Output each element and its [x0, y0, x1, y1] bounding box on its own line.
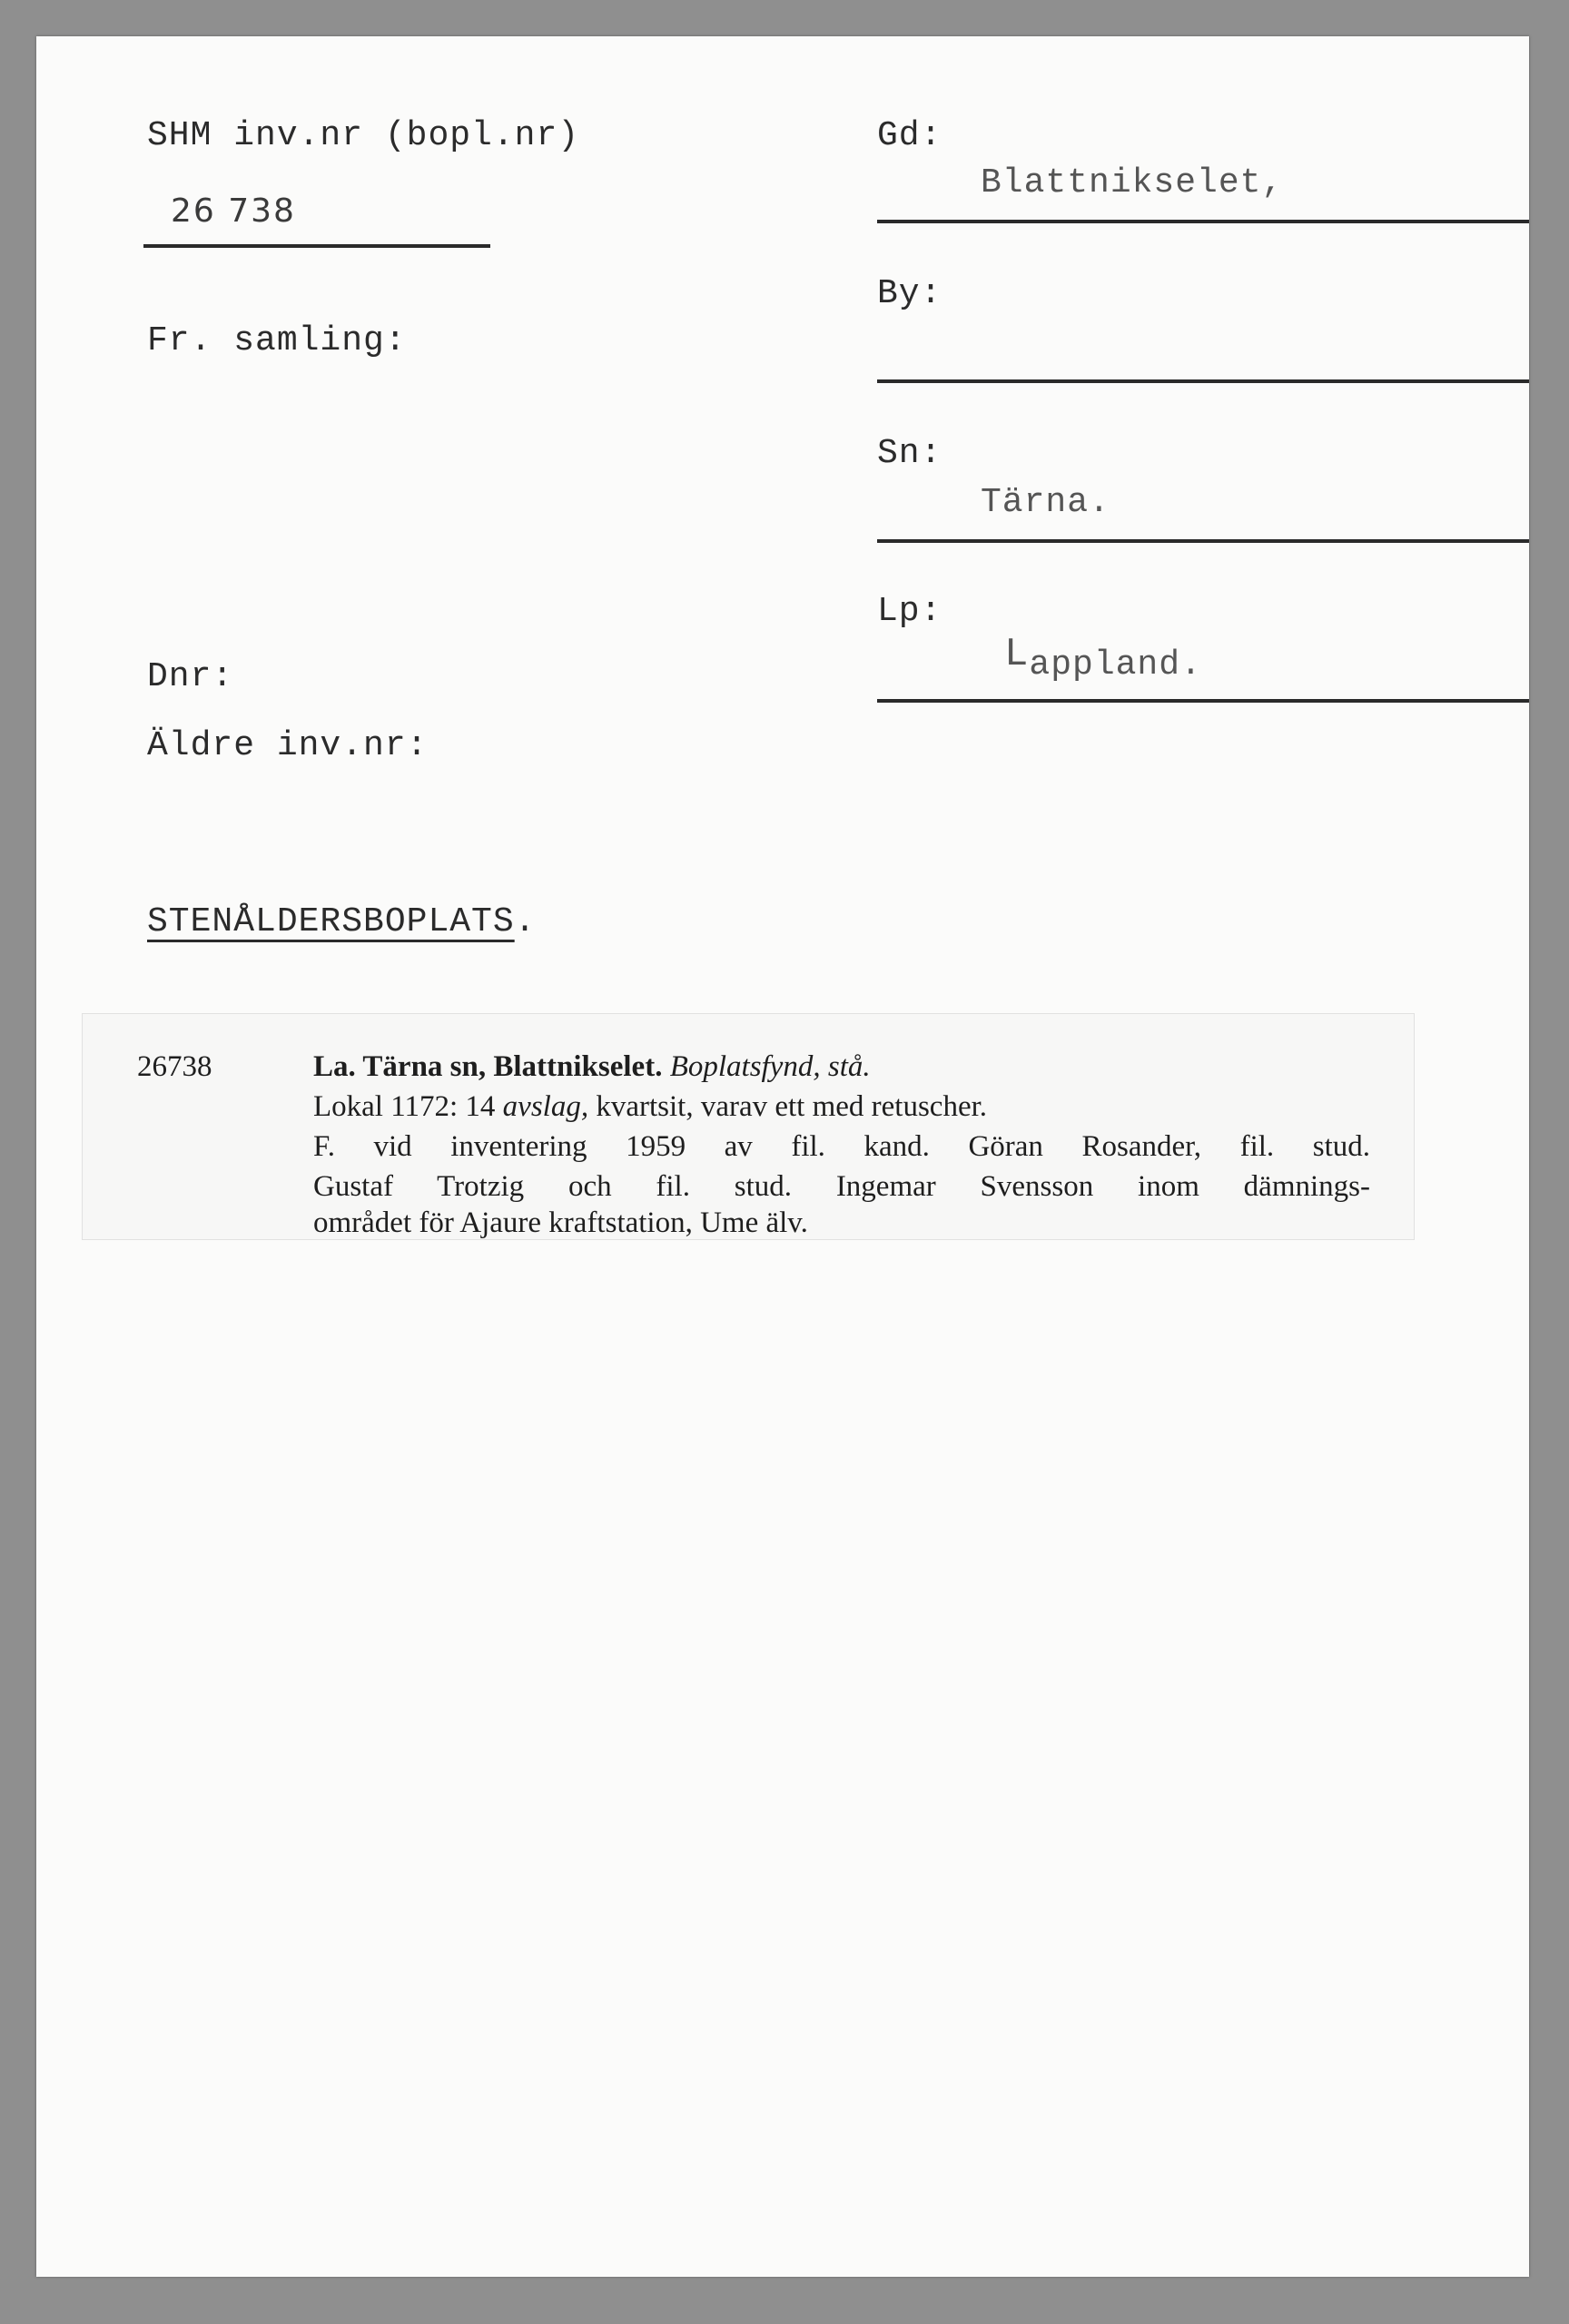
- dnr-label: Dnr:: [147, 657, 234, 696]
- inv-nr-label: SHM inv.nr (bopl.nr): [147, 116, 580, 155]
- slip-type: Boplatsfynd, stå.: [669, 1050, 871, 1083]
- lp-value: [1004, 632, 1202, 686]
- heading-period: .: [514, 902, 537, 941]
- sn-label: Sn:: [877, 434, 942, 473]
- gd-value: Blattnikselet,: [981, 163, 1284, 202]
- heading: [147, 902, 536, 941]
- slip-line-3: F. vid inventering 1959 av fil. kand. Göran Rosander, fil. stud.: [313, 1130, 1370, 1163]
- catalog-card: [36, 36, 1529, 2277]
- sn-rule: [877, 539, 1529, 543]
- by-rule: [877, 379, 1529, 383]
- lp-value-initial: L: [1004, 632, 1030, 677]
- inv-nr-value: 26 738: [171, 192, 296, 230]
- slip-line-4: Gustaf Trotzig och fil. stud. Ingemar Svensson inom dämnings-: [313, 1170, 1370, 1203]
- slip-line-2-b: kvartsit, varav ett med retuscher.: [596, 1090, 988, 1123]
- gd-rule: [877, 220, 1529, 223]
- aldre-inv-nr-label: Äldre inv.nr:: [147, 726, 429, 765]
- slip-line-1: [313, 1050, 871, 1084]
- gd-label: Gd:: [877, 116, 942, 155]
- lp-value-rest: appland.: [1029, 645, 1202, 684]
- inv-nr-rule: [143, 244, 490, 248]
- heading-text: STENÅLDERSBOPLATS: [147, 902, 515, 941]
- slip-line-2-a: Lokal 1172: 14: [313, 1090, 496, 1123]
- lp-rule: [877, 699, 1529, 703]
- slip-title: La. Tärna sn, Blattnikselet.: [313, 1050, 663, 1083]
- sn-value: Tärna.: [981, 483, 1110, 522]
- slip-line-5: området för Ajaure kraftstation, Ume älv.: [313, 1206, 808, 1239]
- slip-line-2: [313, 1090, 987, 1124]
- slip-number: 26738: [137, 1050, 212, 1083]
- fr-samling-label: Fr. samling:: [147, 321, 407, 360]
- slip-line-2-italic: avslag,: [502, 1090, 589, 1123]
- lp-label: Lp:: [877, 592, 942, 631]
- by-label: By:: [877, 274, 942, 313]
- printed-slip: [82, 1013, 1415, 1240]
